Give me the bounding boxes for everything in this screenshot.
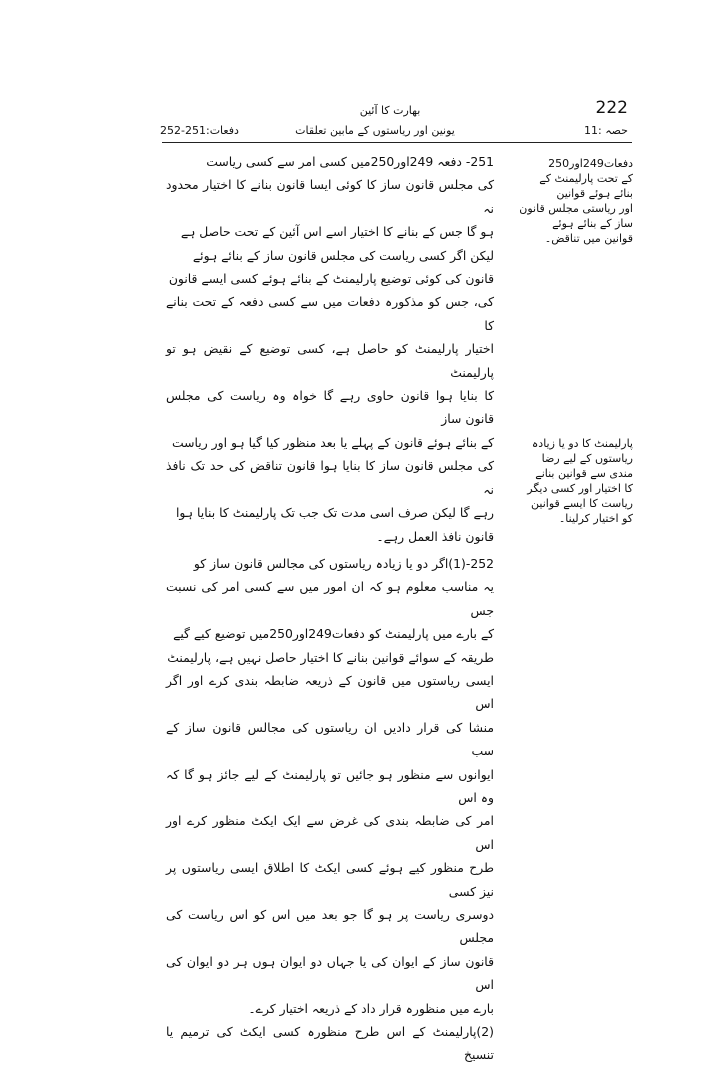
margin-note-line: اور ریاستی مجلس قانون	[519, 202, 633, 215]
text-line: 252-(1)اگر دو یا زیادہ ریاستوں کی مجالس قانون ساز کو	[193, 555, 494, 571]
text-line: کی مجلس قانون ساز کا بنایا ہوا قانون تناقض کی حد تک نافذ نہ	[166, 458, 494, 497]
text-line: دوسری ریاست پر ہو گا جو بعد میں اس کو اس ریاست کی مجلس	[166, 907, 494, 946]
text-line: (2)پارلیمنٹ کے اس طرح منظورہ کسی ایکٹ کی ترمیم یا تنسیخ	[166, 1024, 494, 1063]
text-line: قانون نافذ العمل رہے۔	[376, 528, 494, 544]
margin-note-line: ریاست کا ایسے قوانین	[531, 497, 633, 510]
margin-note-1	[505, 156, 633, 246]
margin-note-line: کو اختیار کرلینا۔	[558, 512, 633, 525]
text-line: رہے گا لیکن صرف اسی مدت تک جب تک پارلیمنٹ کا بنایا ہوا	[175, 505, 494, 521]
margin-note-line: ریاستوں کے لیے رضا	[541, 452, 633, 465]
margin-note-line: مندی سے قوانین بنانے	[535, 467, 633, 480]
text-line: قانون کی کوئی توضیع پارلیمنٹ کے بنائے ہوئے کسی ایسے قانون	[168, 271, 494, 287]
margin-note-line: دفعات249اور250	[548, 157, 633, 170]
margin-note-2	[505, 436, 633, 526]
header-divider	[162, 142, 632, 143]
text-line: قانون ساز کے ایوان کی یا جہاں دو ایوان ہوں ہر دو ایوان کی اس	[166, 953, 494, 993]
page-number: 222	[595, 98, 628, 118]
text-line: ہو گا جس کے بنانے کا اختیار اسے اس آئین کے تحت حاصل ہے	[180, 224, 494, 240]
article-252-clause-2	[166, 1020, 494, 1067]
text-line: اختیار پارلیمنٹ کو حاصل ہے، کسی توضیع کے نقیض ہو تو پارلیمنٹ	[166, 341, 494, 380]
text-line: ایوانوں سے منظور ہو جائیں تو پارلیمنٹ کے لیے جائز ہو گا کہ وہ اس	[166, 766, 494, 805]
margin-note-line: پارلیمنٹ کا دو یا زیادہ	[531, 437, 633, 450]
text-line: ایسی ریاستوں میں قانون کے ذریعہ ضابطہ بندی کرے اور اگر اس	[166, 672, 494, 712]
margin-note-line: کا اختیار اور کسی دیگر	[527, 482, 633, 495]
text-line: امر کی ضابطہ بندی کی غرض سے ایک ایکٹ منظور کرے اور اس	[166, 813, 494, 852]
text-line: کا بنایا ہوا قانون حاوی رہے گا خواہ وہ ریاست کی مجلس قانون ساز	[166, 388, 494, 427]
margin-note-line: کے تحت پارلیمنٹ کے	[539, 172, 633, 185]
text-line: طریقہ کے سوائے قوانین بنانے کا اختیار حاصل نہیں ہے، پارلیمنٹ	[167, 649, 494, 665]
page-title: بھارت کا آئین	[359, 104, 421, 117]
text-line: یہ مناسب معلوم ہو کہ ان امور میں سے کسی امر کی نسبت جس	[166, 579, 494, 618]
text-line: لیکن اگر کسی ریاست کی مجلس قانون ساز کے بنائے ہوئے	[192, 247, 494, 263]
text-line: کی، جس کو مذکورہ دفعات میں سے کسی دفعہ کے تحت بنانے کا	[166, 294, 494, 333]
page-subtitle: یونین اور ریاستوں کے مابین تعلقات	[295, 124, 455, 137]
text-line: 251- دفعہ 249اور250میں کسی امر سے کسی ریاست	[206, 154, 494, 169]
margin-note-line: ساز کے بنائے ہوئے	[552, 217, 633, 230]
text-line: طرح منظور کیے ہوئے کسی ایکٹ کا اطلاق ایسی ریاستوں پر نیز کسی	[166, 860, 494, 899]
article-251	[166, 150, 494, 548]
part-label: حصہ :11	[584, 124, 628, 137]
text-line: کے بارے میں پارلیمنٹ کو دفعات249اور250میں توضیع کیے گیے	[173, 626, 494, 642]
article-252	[166, 552, 494, 1020]
body-text	[166, 150, 494, 1067]
margin-note-line: قوانین میں تناقض۔	[544, 232, 633, 245]
text-line: منشا کی قرار دادیں ان ریاستوں کی مجالس قانون ساز کے سب	[166, 719, 494, 759]
text-line: بارے میں منظورہ قرار داد کے ذریعہ اختیار کرے۔	[248, 1000, 494, 1016]
section-range: دفعات:251-252	[160, 124, 239, 137]
text-line: کی مجلس قانون ساز کا کوئی ایسا قانون بنانے کا اختیار محدود نہ	[166, 177, 494, 216]
margin-note-line: بنائے ہوئے قوانین	[556, 187, 633, 200]
text-line: کے بنائے ہوئے قانون کے پہلے یا بعد منظور کیا گیا ہو اور ریاست	[171, 434, 494, 450]
